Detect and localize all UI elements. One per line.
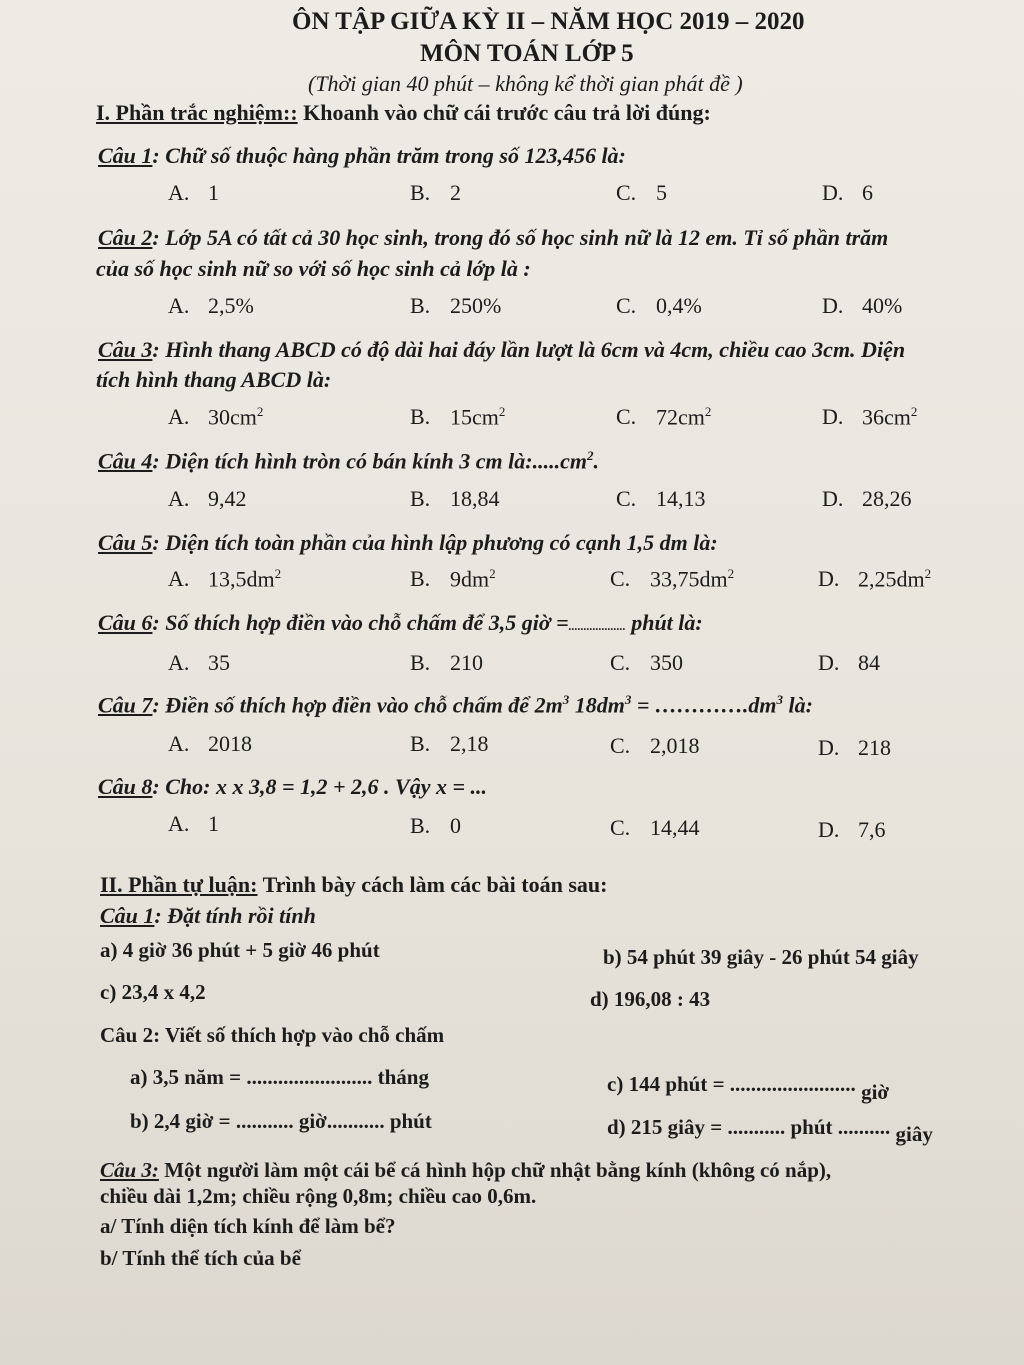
q4-option-d[interactable]: D. 28,26 <box>822 486 912 511</box>
q6-option-a[interactable]: A. 35 <box>168 650 230 675</box>
q4-option-a[interactable]: A. 9,42 <box>168 486 247 511</box>
question-4: Câu 4: Diện tích hình tròn có bán kính 3 cm $là:.....cm^2$. <box>98 448 599 474</box>
subject-title: MÔN TOÁN LỚP 5 <box>420 40 634 67</box>
question-6: Câu 6: Số thích hợp điền vào chỗ chấm để 3,5 giờ =................... phút là: <box>98 610 703 635</box>
essay-question-3: Câu 3: Một người làm một cái bể cá hình hộp chữ nhật bằng kính (không có nắp), <box>100 1158 832 1182</box>
question-5: Câu 5: Diện tích toàn phần của hình lập phương có cạnh 1,5 dm là: <box>98 530 718 555</box>
q2-option-d[interactable]: D. 40% <box>822 293 903 318</box>
question-2: Câu 2: Lớp 5A có tất cả 30 học sinh, trong đó số học sinh nữ là 12 em. Tỉ số phần trăm <box>98 225 889 250</box>
q5-option-a[interactable]: A. $13,5dm^2$ <box>168 566 282 592</box>
essay-q1-c: c) 23,4 x 4,2 <box>100 980 206 1004</box>
essay-q2-c: c) 144 phút = ........................ giờ <box>607 1072 890 1104</box>
q7-option-a[interactable]: A. 2018 <box>168 731 252 756</box>
essay-q3-line2: chiều dài 1,2m; chiều rộng 0,8m; chiều cao 0,6m. <box>100 1184 537 1208</box>
q6-option-d[interactable]: D. 84 <box>818 650 880 675</box>
q1-option-b[interactable]: B. 2 <box>410 180 461 205</box>
q2-option-b[interactable]: B. 250% <box>410 293 502 318</box>
q4-option-c[interactable]: C. 14,13 <box>616 486 706 511</box>
part1-instruction: Khoanh vào chữ cái trước câu trả lời đúng: <box>297 100 711 125</box>
part1-title: I. Phần trắc nghiệm:: <box>96 100 298 125</box>
q5-option-b[interactable]: B. $9dm^2$ <box>410 566 496 592</box>
exam-title: ÔN TẬP GIỮA KỲ II – NĂM HỌC 2019 – 2020 <box>292 8 805 35</box>
q8-option-d[interactable]: D. 7,6 <box>818 817 886 842</box>
essay-q2-a: a) 3,5 năm = ........................ tháng <box>130 1065 429 1089</box>
q5-option-d[interactable]: D. $2,25dm^2$ <box>818 566 932 592</box>
essay-q1-a: a) 4 giờ 36 phút + 5 giờ 46 phút <box>100 938 380 962</box>
q3-option-c[interactable]: C. $72cm^2$ <box>616 404 712 430</box>
time-note: (Thời gian 40 phút – không kể thời gian phát đề ) <box>308 71 743 96</box>
q3-option-a[interactable]: A. $30cm^2$ <box>168 404 264 430</box>
essay-q3-a: a/ Tính diện tích kính để làm bể? <box>100 1214 396 1238</box>
answer-blank[interactable]: ................... <box>568 619 626 633</box>
q8-option-b[interactable]: B. 0 <box>410 813 461 838</box>
question-2-line2: của số học sinh nữ so với số học sinh cả lớp là : <box>96 256 531 281</box>
essay-q3-b: b/ Tính thể tích của bể <box>100 1246 301 1270</box>
essay-question-2: Câu 2: Viết số thích hợp vào chỗ chấm <box>100 1023 445 1047</box>
q2-option-c[interactable]: C. 0,4% <box>616 293 702 318</box>
essay-q2-d: d) 215 giây = ........... phút .......... giây <box>607 1115 933 1146</box>
essay-q2-b: b) 2,4 giờ = ........... giờ........... phút <box>130 1109 432 1133</box>
q1-option-a[interactable]: A. 1 <box>168 180 219 205</box>
q3-option-d[interactable]: D. $36cm^2$ <box>822 404 918 430</box>
question-3: Câu 3: Hình thang ABCD có độ dài hai đáy lần lượt là 6cm và 4cm, chiều cao 3cm. Diện <box>98 337 906 362</box>
q7-option-c[interactable]: C. 2,018 <box>610 733 700 758</box>
question-label: Câu 1 <box>98 143 153 168</box>
q8-option-c[interactable]: C. 14,44 <box>610 815 700 840</box>
q1-option-c[interactable]: C. 5 <box>616 180 667 205</box>
q1-option-d[interactable]: D. 6 <box>822 180 873 205</box>
q2-option-a[interactable]: A. 2,5% <box>168 293 254 318</box>
question-7: Câu 7: Điền số thích hợp điền vào chỗ chấm để $2m^3$ $18dm^3$ = $\dots\dots\dots\dots.dm^3$ là: <box>98 692 813 718</box>
q8-option-a[interactable]: A. 1 <box>168 811 219 836</box>
part1-heading <box>96 100 711 126</box>
q7-option-b[interactable]: B. 2,18 <box>410 731 489 756</box>
essay-q1-b: b) 54 phút 39 giây - 26 phút 54 giây <box>603 945 919 969</box>
question-8: Câu 8: Cho: x x 3,8 = 1,2 + 2,6 . Vậy x = ... <box>98 774 488 799</box>
essay-q1-d: d) 196,08 : 43 <box>590 987 711 1011</box>
q5-option-c[interactable]: C. $33,75dm^2$ <box>610 566 735 592</box>
question-1 <box>98 143 626 169</box>
q6-option-b[interactable]: B. 210 <box>410 650 483 675</box>
q7-option-d[interactable]: D. 218 <box>818 735 891 760</box>
part2-heading: II. Phần tự luận: Trình bày cách làm các bài toán sau: <box>100 872 608 897</box>
q6-option-c[interactable]: C. 350 <box>610 650 683 675</box>
q3-option-b[interactable]: B. $15cm^2$ <box>410 404 506 430</box>
essay-question-1: Câu 1: Đặt tính rồi tính <box>100 903 316 928</box>
q4-option-b[interactable]: B. 18,84 <box>410 486 500 511</box>
question-text: : Chữ số thuộc hàng phần trăm trong số 123,456 là: <box>152 143 626 168</box>
question-3-line2: tích hình thang ABCD là: <box>96 367 332 392</box>
